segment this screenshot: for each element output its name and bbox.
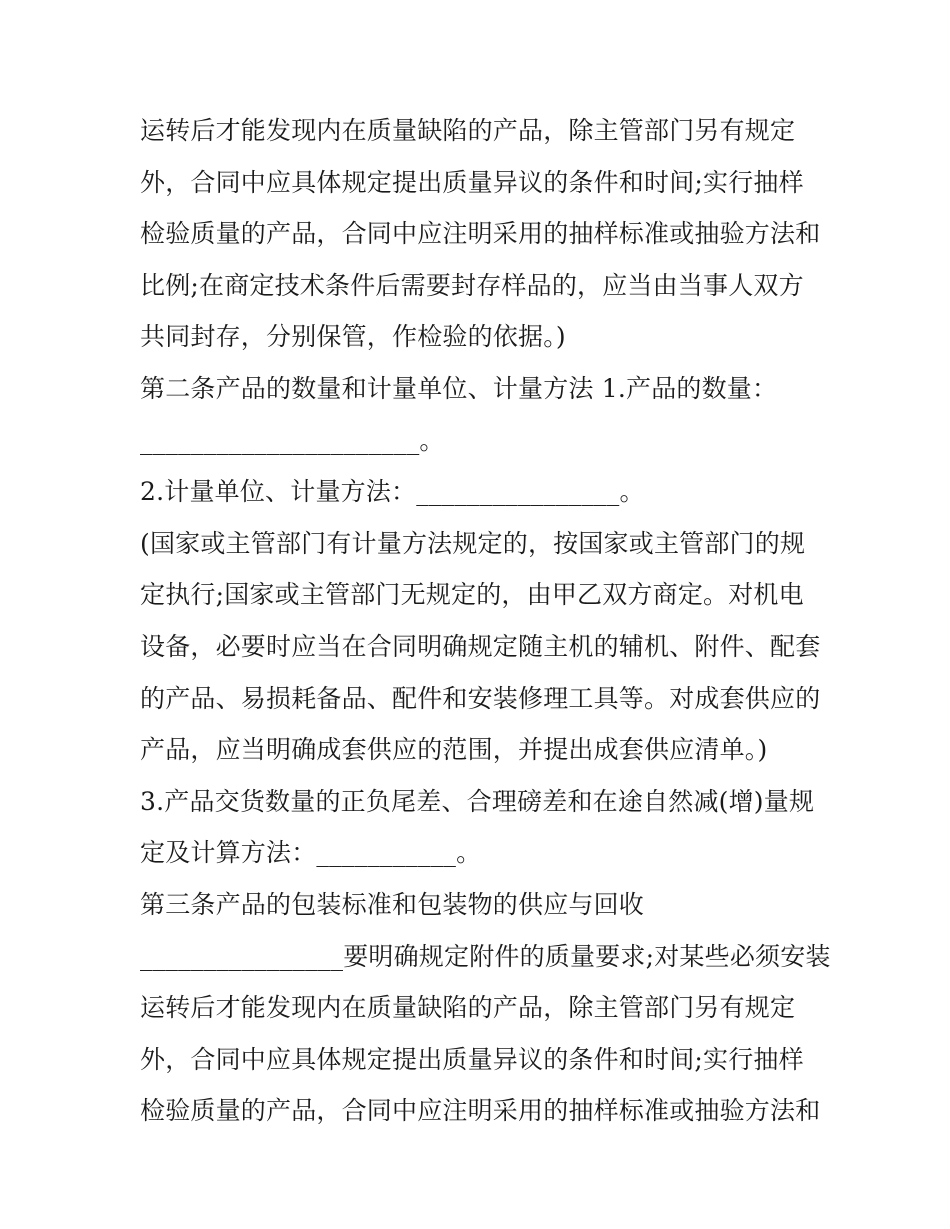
text-line: 共同封存，分别保管，作检验的依据。)	[140, 322, 566, 352]
text-line-blank-calc-method: 定及计算方法：___________。	[140, 838, 482, 868]
text-line: 运转后才能发现内在质量缺陷的产品，除主管部门另有规定	[140, 993, 796, 1023]
text-line: 设备，必要时应当在合同明确规定随主机的辅机、附件、配套	[140, 631, 821, 661]
text-line: 比例;在商定技术条件后需要封存样品的，应当由当事人双方	[140, 270, 804, 300]
text-line-blank-quantity: ______________________。	[140, 425, 445, 455]
text-line-blank-packaging: ________________要明确规定附件的质量要求;对某些必须安装	[140, 941, 831, 971]
text-line: 产品，应当明确成套供应的范围，并提出成套供应清单。)	[140, 735, 768, 765]
document-body	[140, 105, 831, 1137]
text-line: 3.产品交货数量的正负尾差、合理磅差和在途自然减(增)量规	[140, 786, 815, 816]
text-line: 外，合同中应具体规定提出质量异议的条件和时间;实行抽样	[140, 1044, 804, 1074]
text-line: 的产品、易损耗备品、配件和安装修理工具等。对成套供应的	[140, 683, 821, 713]
text-line: 定执行;国家或主管部门无规定的，由甲乙双方商定。对机电	[140, 580, 804, 610]
text-line-heading-article-2: 第二条产品的数量和计量单位、计量方法 1.产品的数量：	[140, 373, 778, 403]
text-line: 检验质量的产品，合同中应注明采用的抽样标准或抽验方法和	[140, 1096, 821, 1126]
text-line-blank-unit-method: 2.计量单位、计量方法：________________。	[140, 477, 645, 507]
text-line: 运转后才能发现内在质量缺陷的产品，除主管部门另有规定	[140, 116, 796, 145]
text-line: 外，合同中应具体规定提出质量异议的条件和时间;实行抽样	[140, 167, 804, 197]
text-line: 检验质量的产品，合同中应注明采用的抽样标准或抽验方法和	[140, 219, 821, 249]
text-line: (国家或主管部门有计量方法规定的，按国家或主管部门的规	[140, 528, 806, 558]
text-line-heading-article-3: 第三条产品的包装标准和包装物的供应与回收	[140, 889, 645, 919]
